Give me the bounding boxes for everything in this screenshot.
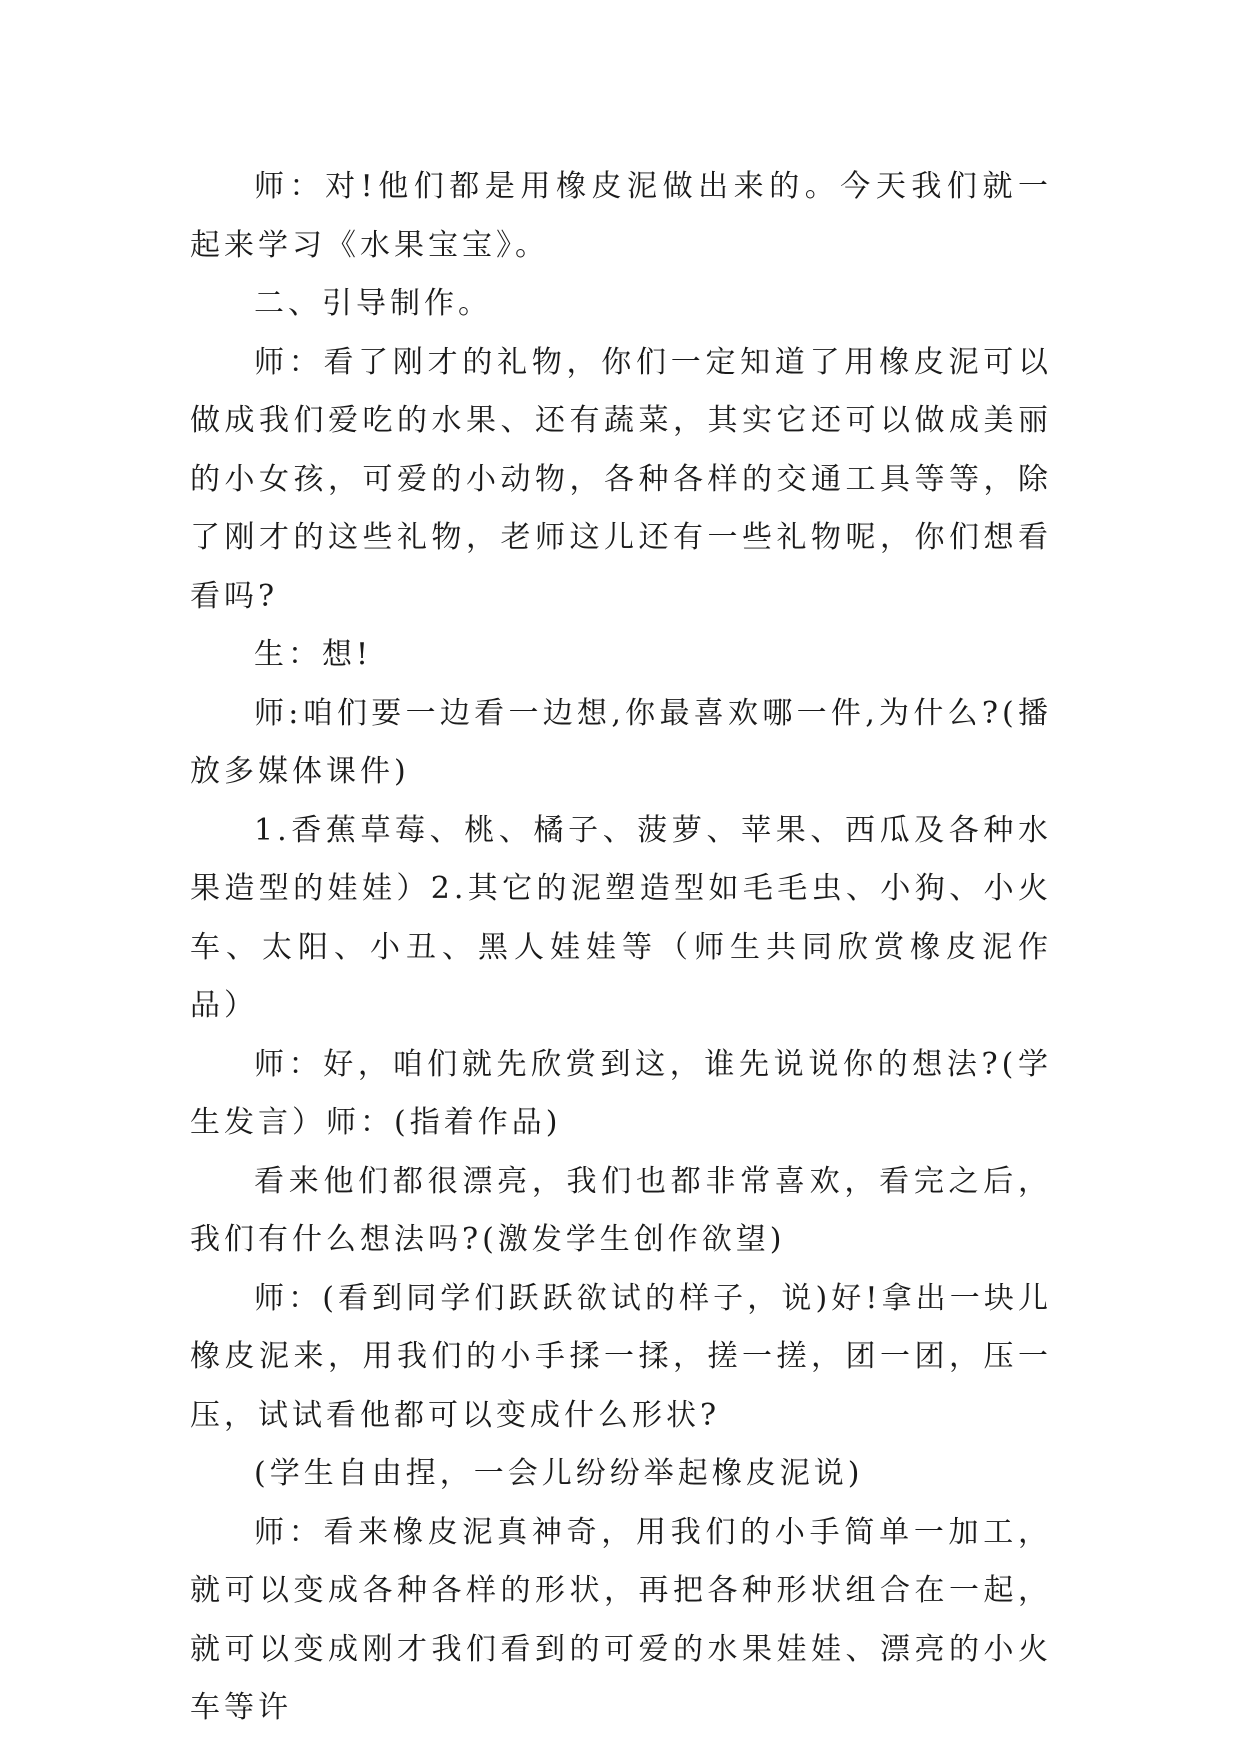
paragraph-11: 师：看来橡皮泥真神奇，用我们的小手简单一加工，就可以变成各种各样的形状，再把各种形状组合在一起，就可以变成刚才我们看到的可爱的水果娃娃、漂亮的小火车等许 xyxy=(190,1514,1052,1725)
paragraph-7: 师：好，咱们就先欣赏到这，谁先说说你的想法?(学生发言）师：(指着作品) xyxy=(190,1046,1052,1140)
paragraph-6: 1.香蕉草莓、桃、橘子、菠萝、苹果、西瓜及各种水果造型的娃娃）2.其它的泥塑造型如毛毛虫、小狗、小火车、太阳、小丑、黑人娃娃等（师生共同欣赏橡皮泥作品） xyxy=(190,812,1052,1023)
paragraph-1: 师：对!他们都是用橡皮泥做出来的。今天我们就一起来学习《水果宝宝》。 xyxy=(190,169,1052,263)
paragraph-4: 生：想! xyxy=(254,637,373,672)
document-page xyxy=(190,158,1052,1738)
paragraph-3: 师：看了刚才的礼物，你们一定知道了用橡皮泥可以做成我们爱吃的水果、还有蔬菜，其实它还可以做成美丽的小女孩，可爱的小动物，各种各样的交通工具等等，除了刚才的这些礼物，老师这儿还有一些礼物呢，你们想看看吗? xyxy=(190,344,1052,614)
paragraph-10: (学生自由捏，一会儿纷纷举起橡皮泥说) xyxy=(254,1456,864,1491)
paragraph-8: 看来他们都很漂亮，我们也都非常喜欢，看完之后，我们有什么想法吗?(激发学生创作欲望) xyxy=(190,1163,1052,1257)
paragraph-9: 师：(看到同学们跃跃欲试的样子，说)好!拿出一块儿橡皮泥来，用我们的小手揉一揉，搓一搓，团一团，压一压，试试看他都可以变成什么形状? xyxy=(190,1280,1052,1433)
paragraph-2: 二、引导制作。 xyxy=(254,286,492,321)
paragraph-5: 师:咱们要一边看一边想,你最喜欢哪一件,为什么?(播放多媒体课件) xyxy=(190,695,1052,789)
